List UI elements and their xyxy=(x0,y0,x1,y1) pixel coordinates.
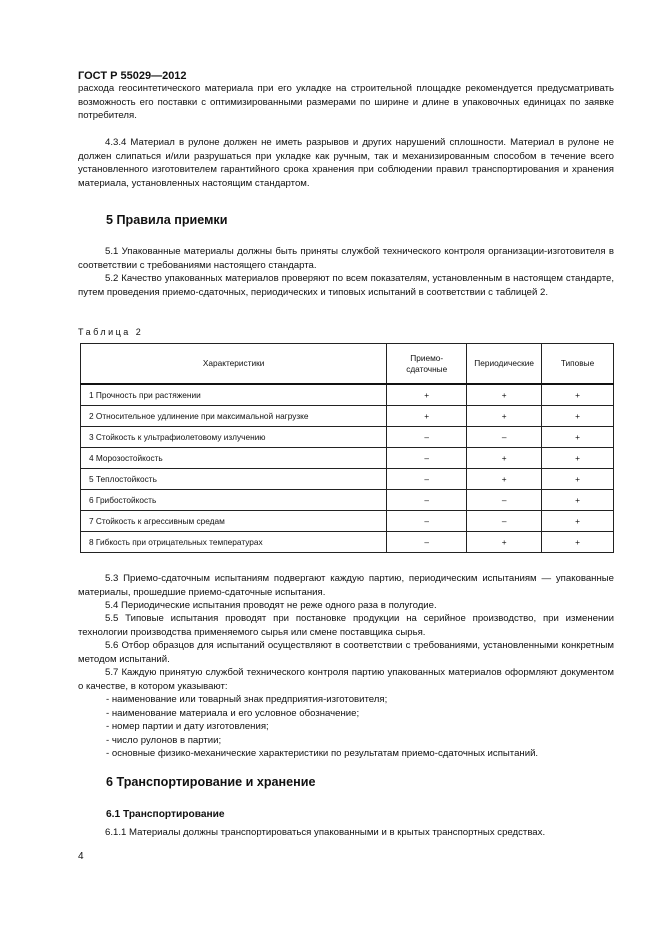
clause-4-3-4: 4.3.4 Материал в рулоне должен не иметь разрывов и других нарушений сплошности. Материал в рулоне не должен слипаться и/или разрушаться при укладке как ручным, так и механизированным способом в течение всего установленного изготовителем гарантийного срока хранения при соблюдении правил транспортирования и хранения материала, установленных настоящим стандартом. xyxy=(78,137,614,189)
cell-acceptance: + xyxy=(387,406,467,427)
clause-5-6: 5.6 Отбор образцов для испытаний осуществляют в соответствии с требованиями, установленными конкретным методом испытаний. xyxy=(78,640,614,665)
row-name: 3 Стойкость к ультрафиолетовому излучению xyxy=(81,427,387,448)
cell-type: + xyxy=(542,406,614,427)
cell-acceptance: – xyxy=(387,490,467,511)
table-header-row xyxy=(81,344,614,385)
cell-periodic: – xyxy=(467,511,542,532)
table-row xyxy=(81,427,614,448)
cell-acceptance: – xyxy=(387,511,467,532)
clause-5-1: 5.1 Упакованные материалы должны быть приняты службой технического контроля организации-изготовителя в соответствии с требованиями настоящего стандарта. xyxy=(78,246,614,271)
row-name: 7 Стойкость к агрессивным средам xyxy=(81,511,387,532)
row-name: 1 Прочность при растяжении xyxy=(81,384,387,406)
header-type: Типовые xyxy=(542,344,614,385)
cell-acceptance: – xyxy=(387,532,467,553)
intro-paragraph: расхода геосинтетического материала при его укладке на строительной площадке рекомендуется предусматривать возможность его поставки с оптимизированными размерами по ширине и длине в упаковочных единицах по заявке потребителя. xyxy=(78,83,614,122)
cell-periodic: + xyxy=(467,532,542,553)
cell-periodic: – xyxy=(467,490,542,511)
table-2 xyxy=(80,343,614,553)
header-acceptance: Приемо- сдаточные xyxy=(387,344,467,385)
clause-5-4: 5.4 Периодические испытания проводят не реже одного раза в полугодие. xyxy=(105,600,437,611)
cell-type: + xyxy=(542,427,614,448)
row-name: 8 Гибкость при отрицательных температурах xyxy=(81,532,387,553)
table-row xyxy=(81,511,614,532)
table-row xyxy=(81,406,614,427)
clause-5-3: 5.3 Приемо-сдаточным испытаниям подвергают каждую партию, периодическим испытаниям — упакованные материалы, прошедшие приемо-сдаточные испытания. xyxy=(78,573,614,598)
table-row xyxy=(81,532,614,553)
table-row xyxy=(81,490,614,511)
clause-5-2: 5.2 Качество упакованных материалов проверяют по всем показателям, установленным в настоящем стандарте, путем проведения приемо-сдаточных, периодических и типовых испытаний в соответствии с таблицей 2. xyxy=(78,273,614,298)
list-item: - номер партии и дату изготовления; xyxy=(106,721,269,732)
list-item: - наименование или товарный знак предприятия-изготовителя; xyxy=(106,694,388,705)
clause-5-5: 5.5 Типовые испытания проводят при постановке продукции на серийное производство, при изменении технологии производства применяемого сырья или смене поставщика сырья. xyxy=(78,613,614,638)
cell-acceptance: + xyxy=(387,384,467,406)
table-row xyxy=(81,469,614,490)
row-name: 6 Грибостойкость xyxy=(81,490,387,511)
cell-periodic: + xyxy=(467,384,542,406)
row-name: 2 Относительное удлинение при максимальной нагрузке xyxy=(81,406,387,427)
clause-6-1-1: 6.1.1 Материалы должны транспортироваться упакованными и в крытых транспортных средствах. xyxy=(105,827,546,838)
list-item: - наименование материала и его условное обозначение; xyxy=(106,708,360,719)
table-caption: Таблица 2 xyxy=(78,327,144,337)
table-row xyxy=(81,384,614,406)
header-characteristics: Характеристики xyxy=(81,344,387,385)
document-header: ГОСТ Р 55029—2012 xyxy=(78,70,187,82)
cell-type: + xyxy=(542,532,614,553)
cell-type: + xyxy=(542,448,614,469)
cell-periodic: + xyxy=(467,469,542,490)
cell-type: + xyxy=(542,384,614,406)
cell-type: + xyxy=(542,511,614,532)
list-item: - основные физико-механические характеристики по результатам приемо-сдаточных испытаний. xyxy=(106,748,539,759)
cell-acceptance: – xyxy=(387,427,467,448)
header-periodic: Периодические xyxy=(467,344,542,385)
cell-type: + xyxy=(542,469,614,490)
row-name: 4 Морозостойкость xyxy=(81,448,387,469)
cell-periodic: – xyxy=(467,427,542,448)
clause-5-7: 5.7 Каждую принятую службой технического контроля партию упакованных материалов оформляют документом о качестве, в котором указывают: xyxy=(78,667,614,692)
section-5-title: 5 Правила приемки xyxy=(106,213,228,227)
section-6-title: 6 Транспортирование и хранение xyxy=(106,775,316,789)
subsection-6-1-title: 6.1 Транспортирование xyxy=(106,809,225,820)
cell-acceptance: – xyxy=(387,469,467,490)
row-name: 5 Теплостойкость xyxy=(81,469,387,490)
list-item: - число рулонов в партии; xyxy=(106,735,222,746)
page-number: 4 xyxy=(78,851,84,862)
cell-periodic: + xyxy=(467,448,542,469)
table-row xyxy=(81,448,614,469)
cell-acceptance: – xyxy=(387,448,467,469)
cell-periodic: + xyxy=(467,406,542,427)
cell-type: + xyxy=(542,490,614,511)
